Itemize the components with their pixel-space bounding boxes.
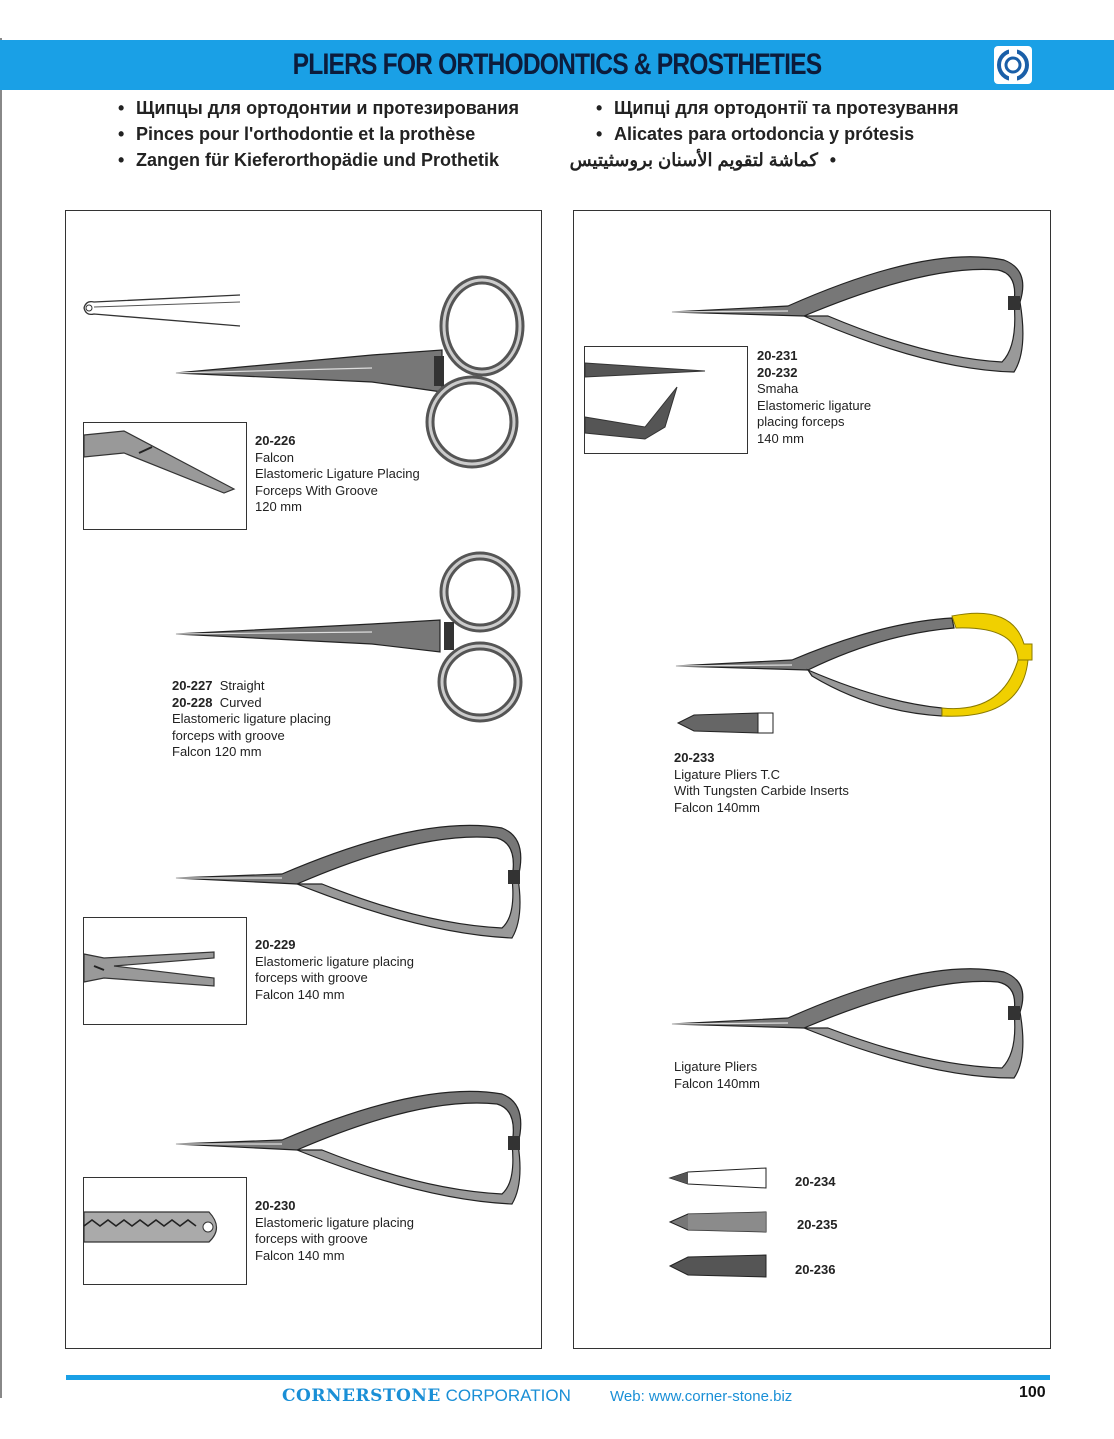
tip-inset-20-231: [584, 346, 748, 454]
footer-brand: CORNERSTONE CORPORATION: [282, 1386, 571, 1406]
tip-inset-20-226: [83, 422, 247, 530]
translation-ru: • Щипцы для ортодонтии и протезирования: [118, 98, 520, 118]
translation-de: • Zangen für Kieferorthopädie und Prothetik: [118, 150, 500, 170]
product-label-20-229: 20-229 Elastomeric ligature placing forceps with groove Falcon 140 mm: [255, 937, 414, 1002]
product-label-20-231: 20-231 20-232 Smaha Elastomeric ligature placing forceps 140 mm: [757, 348, 872, 446]
translation-es: • Alicates para ortodoncia y prótesis: [596, 124, 915, 144]
product-label-20-233: 20-233 Ligature Pliers T.C With Tungsten Carbide Inserts Falcon 140mm: [674, 750, 849, 815]
tip-20-236-drawing: [666, 1254, 770, 1278]
product-label-ligature-pliers: Ligature Pliers Falcon 140mm: [674, 1059, 760, 1091]
cornerstone-logo-icon: [994, 46, 1032, 84]
tip-inset-20-229: [83, 917, 247, 1025]
page-title: PLIERS FOR ORTHODONTICS & PROSTHETIES: [292, 48, 822, 81]
translation-ar: •كماشة لتقويم الأسنان بروسثيتيس: [569, 150, 836, 170]
tip-code-20-234: 20-234: [795, 1174, 836, 1189]
tip-code-20-236: 20-236: [795, 1262, 836, 1277]
product-label-20-227: 20-227 Straight 20-228 Curved Elastomeric ligature placing forceps with groove Falcon 120 mm: [172, 678, 331, 759]
translation-uk: • Щипці для ортодонтії та протезування: [596, 98, 959, 118]
page-frame-line: [0, 38, 2, 1398]
footer-rule: [66, 1375, 1050, 1380]
tip-20-234-drawing: [666, 1166, 770, 1190]
tip-20-233-drawing: [674, 711, 778, 735]
product-label-20-226: 20-226 Falcon Elastomeric Ligature Placing Forceps With Groove 120 mm: [255, 433, 420, 514]
translation-fr: • Pinces pour l'orthodontie et la prothèse: [118, 124, 476, 144]
tip-inset-20-230: [83, 1177, 247, 1285]
footer-website-link[interactable]: Web: www.corner-stone.biz: [610, 1388, 793, 1405]
tip-20-235-drawing: [666, 1210, 770, 1234]
tip-code-20-235: 20-235: [797, 1217, 838, 1232]
page-number: 100: [1019, 1384, 1046, 1401]
pliers-20-233-image: [672, 604, 1037, 724]
product-label-20-230: 20-230 Elastomeric ligature placing forceps with groove Falcon 140 mm: [255, 1198, 414, 1263]
